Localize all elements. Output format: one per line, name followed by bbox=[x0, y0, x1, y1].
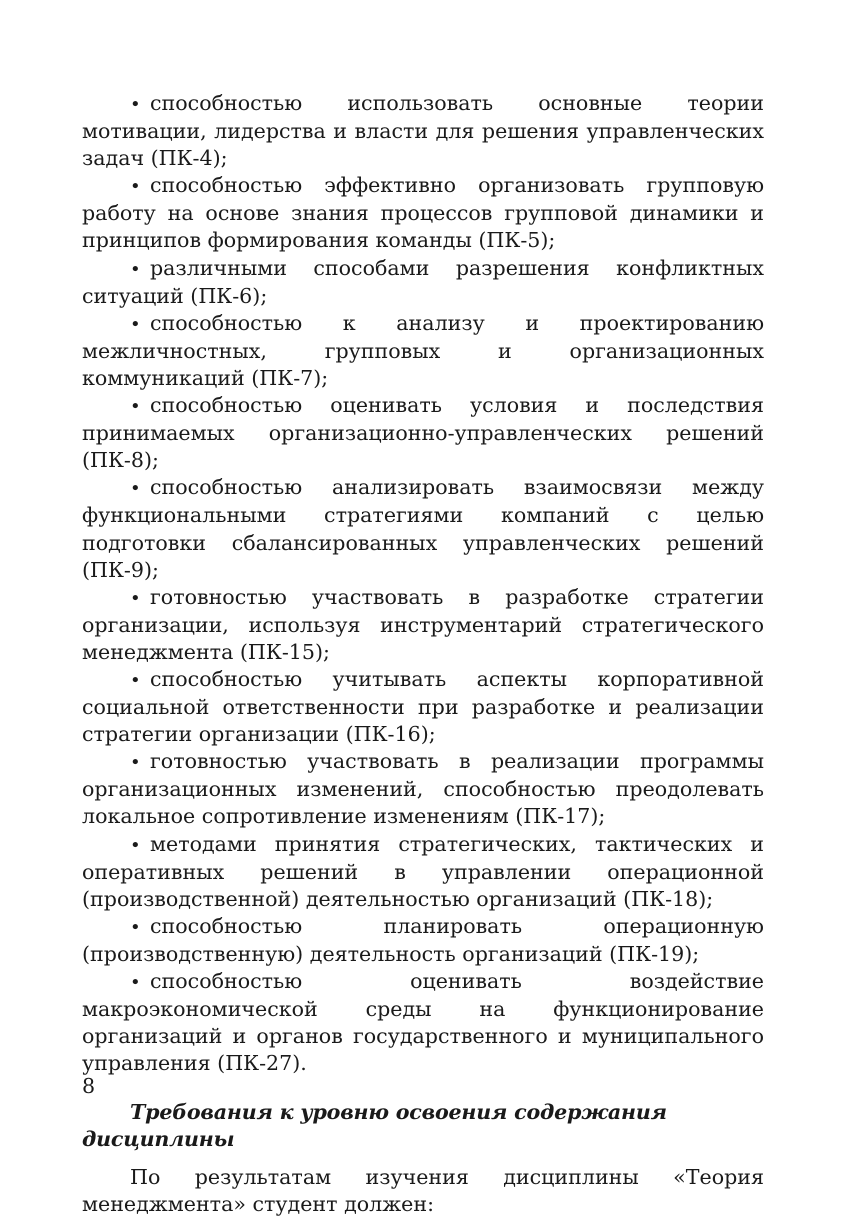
competency-list bbox=[82, 90, 764, 1077]
bullet-icon: • bbox=[130, 478, 141, 500]
bullet-icon: • bbox=[130, 396, 141, 418]
list-item bbox=[82, 968, 764, 1077]
list-item-text: способностью оценивать воздействие макроэкономической среды на функционирование организаций и органов государственного и муниципального управления (ПК-27). bbox=[82, 969, 764, 1076]
bullet-icon: • bbox=[130, 313, 141, 335]
section-heading: Требования к уровню освоения содержания дисциплины bbox=[82, 1100, 667, 1152]
list-item bbox=[82, 172, 764, 254]
list-item bbox=[82, 748, 764, 830]
list-item bbox=[82, 584, 764, 666]
list-item-text: способностью анализировать взаимосвязи между функциональными стратегиями компаний с целью подготовки сбалансированных управленческих решений (ПК-9); bbox=[82, 475, 764, 582]
list-item bbox=[82, 310, 764, 392]
page-body bbox=[82, 90, 764, 1218]
list-item bbox=[82, 913, 764, 968]
body-paragraph: По результатам изучения дисциплины «Теория менеджмента» студент должен: bbox=[82, 1164, 764, 1216]
bullet-icon: • bbox=[130, 669, 141, 691]
list-item-text: различными способами разрешения конфликтных ситуаций (ПК-6); bbox=[82, 255, 764, 308]
list-item-text: методами принятия стратегических, тактических и оперативных решений в управлении операционной (производственной) деятельностью организаций (ПК-18); bbox=[82, 831, 764, 911]
list-item-text: готовностью участвовать в разработке стратегии организации, используя инструментарий стратегического менеджмента (ПК-15); bbox=[82, 584, 764, 664]
list-item-text: способностью к анализу и проектированию межличностных, групповых и организационных коммуникаций (ПК-7); bbox=[82, 310, 764, 390]
page-number: 8 bbox=[82, 1074, 96, 1098]
list-item-text: способностью планировать операционную (производственную) деятельность организаций (ПК-19); bbox=[82, 913, 764, 966]
list-item-text: способностью использовать основные теории мотивации, лидерства и власти для решения управленческих задач (ПК-4); bbox=[82, 91, 764, 171]
list-item bbox=[82, 255, 764, 310]
list-item bbox=[82, 831, 764, 913]
list-item-text: готовностью участвовать в реализации программы организационных изменений, способностью преодолевать локальное сопротивление изменениям (ПК-17); bbox=[82, 749, 764, 829]
list-item-text: способностью эффективно организовать групповую работу на основе знания процессов групповой динамики и принципов формирования команды (ПК-5); bbox=[82, 173, 764, 253]
bullet-icon: • bbox=[130, 587, 141, 609]
list-item bbox=[82, 90, 764, 172]
bullet-icon: • bbox=[130, 972, 141, 993]
list-item bbox=[82, 474, 764, 583]
list-item-text: способностью оценивать условия и последствия принимаемых организационно-управленческих решений (ПК-8); bbox=[82, 393, 764, 473]
list-item bbox=[82, 392, 764, 474]
list-item-text: способностью учитывать аспекты корпоративной социальной ответственности при разработке и реализации стратегии организации (ПК-16); bbox=[82, 666, 764, 747]
bullet-icon: • bbox=[130, 834, 141, 856]
bullet-icon: • bbox=[130, 258, 141, 280]
list-item bbox=[82, 666, 764, 748]
bullet-icon: • bbox=[130, 176, 141, 198]
bullet-icon: • bbox=[130, 916, 141, 938]
bullet-icon: • bbox=[130, 94, 141, 115]
bullet-icon: • bbox=[130, 752, 141, 774]
